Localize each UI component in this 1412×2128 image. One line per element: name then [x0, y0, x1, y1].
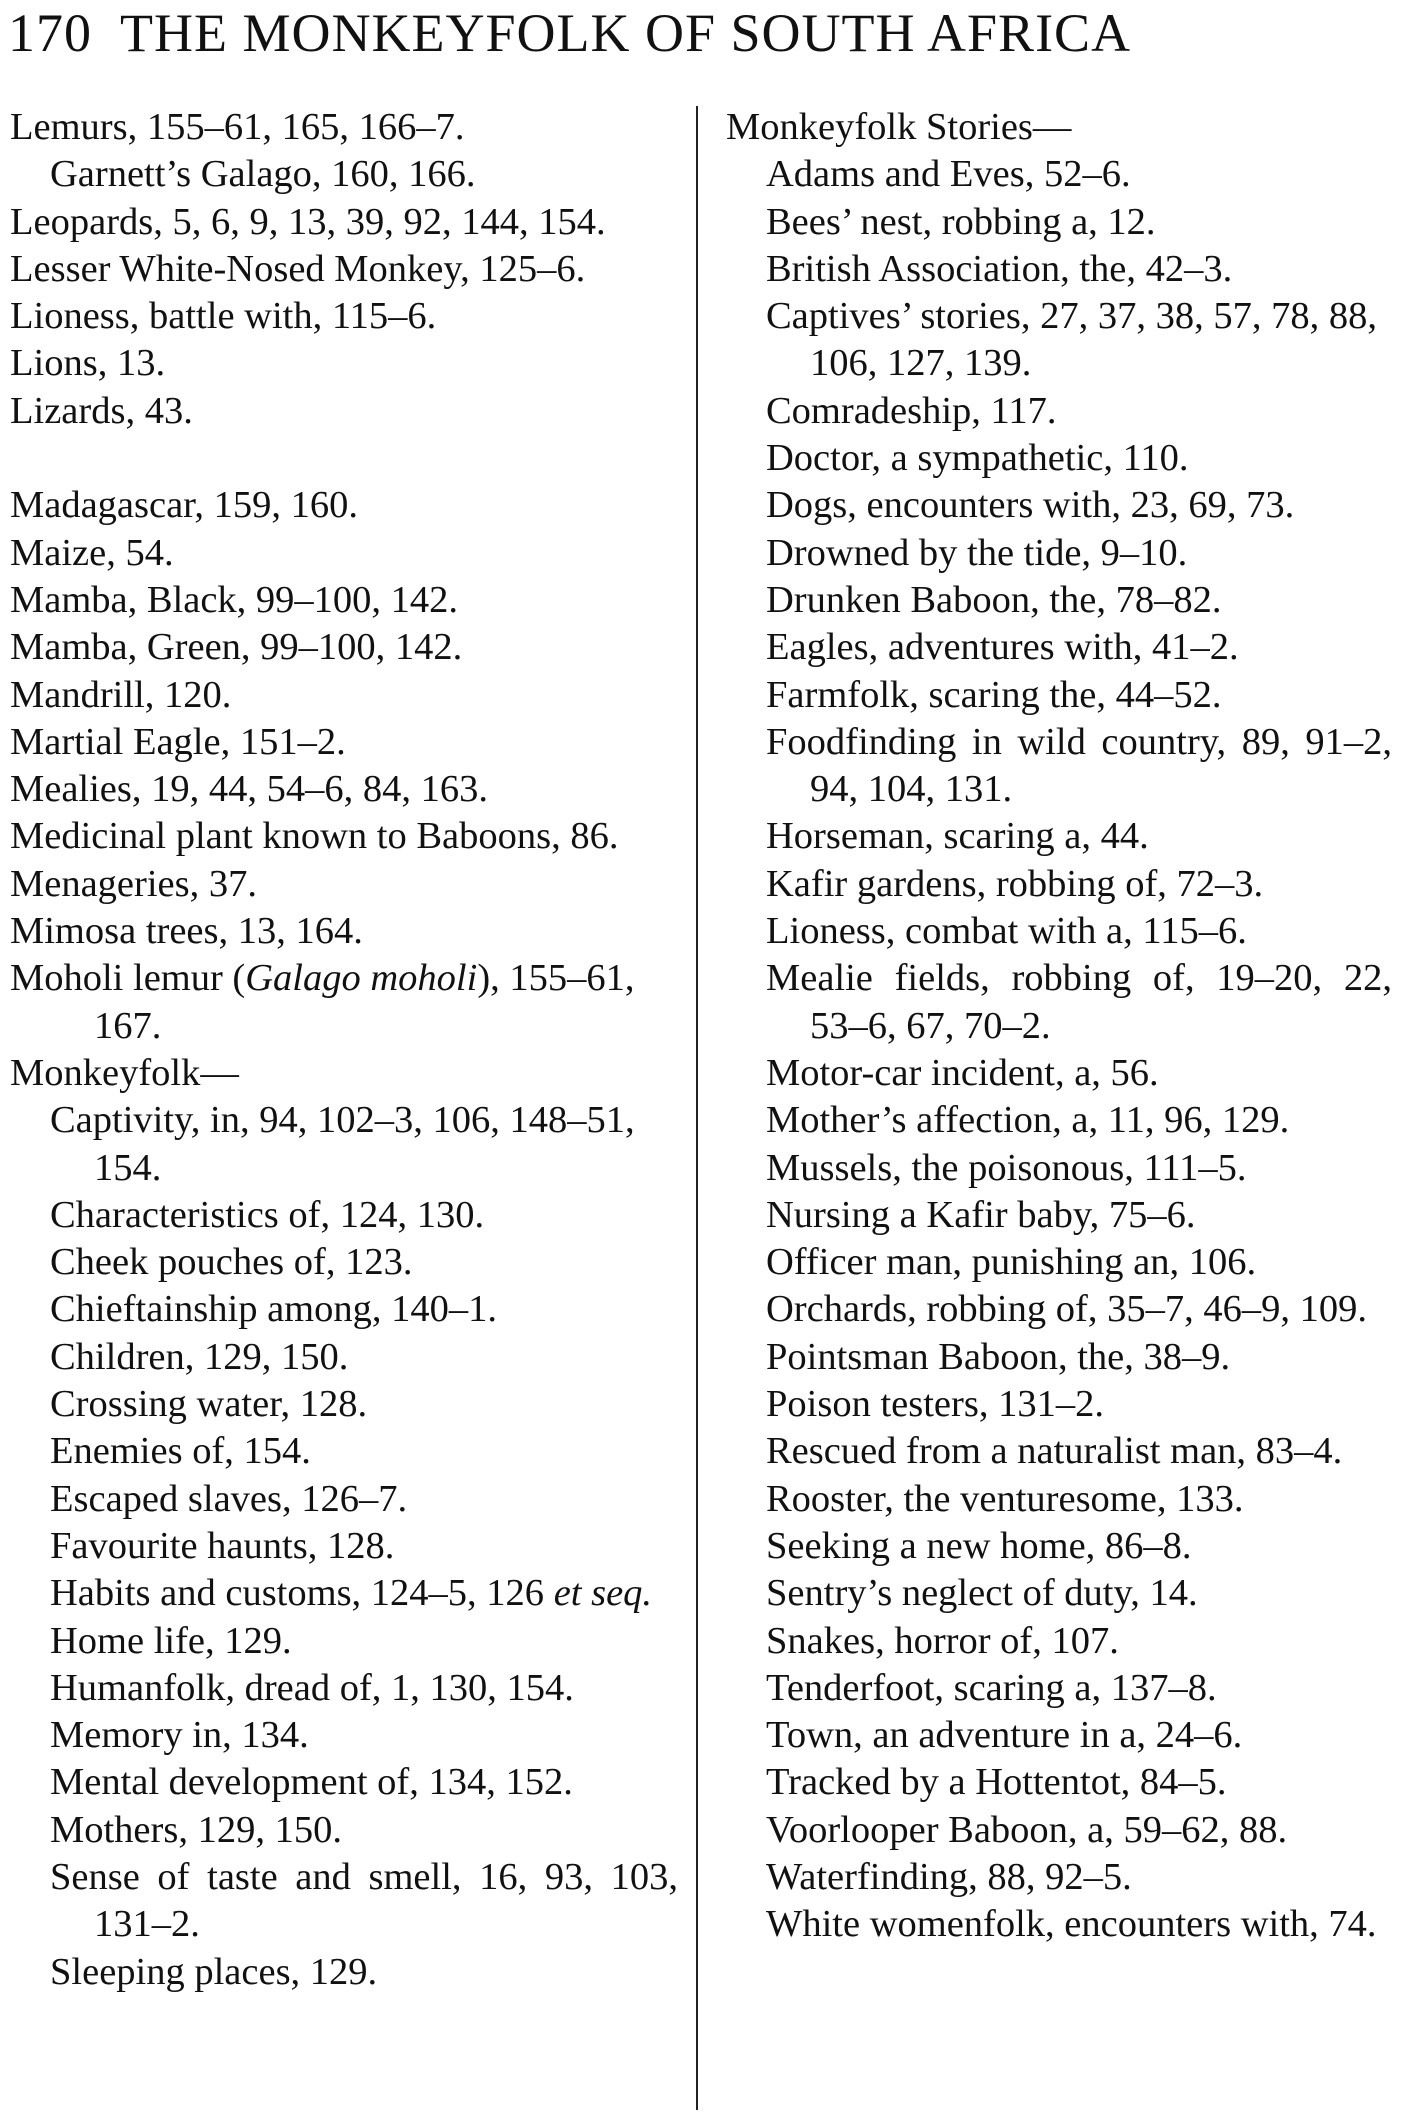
index-subentry [10, 1097, 678, 1192]
index-subentry [726, 908, 1392, 955]
book-title: THE MONKEYFOLK OF SOUTH AFRICA [120, 3, 1132, 63]
index-subentry [726, 861, 1392, 908]
index-subentry [10, 151, 678, 198]
index-entry-text: Tenderfoot, scaring a, 137–8. [766, 1666, 1217, 1709]
index-entry-text: Chieftainship among, 140–1. [50, 1288, 497, 1331]
index-entry-text: British Association, the, 42–3. [766, 247, 1233, 290]
index-subentry [10, 1476, 678, 1523]
index-entry-text: Children, 129, 150. [50, 1335, 349, 1378]
index-subentry [726, 1712, 1392, 1759]
index-entry [10, 388, 678, 435]
index-subentry [726, 1854, 1392, 1901]
index-subentry [726, 955, 1392, 1050]
index-subentry [10, 1428, 678, 1475]
index-subentry [10, 1239, 678, 1286]
index-entry-text: Lizards, 43. [10, 389, 193, 432]
index-entry-text: Sense of taste and smell, 16, 93, 103, 131–2. [50, 1855, 678, 1946]
index-entry-text: Mimosa trees, 13, 164. [10, 910, 363, 953]
index-subentry [726, 813, 1392, 860]
index-entry-text: Captivity, in, 94, 102–3, 106, 148–51, 154. [50, 1099, 635, 1189]
index-subentry [726, 293, 1392, 388]
index-entry-text: Rescued from a naturalist man, 83–4. [766, 1430, 1343, 1473]
index-entry-text: Dogs, encounters with, 23, 69, 73. [766, 484, 1295, 527]
index-entry-text: Favourite haunts, 128. [50, 1524, 395, 1567]
index-entry [10, 908, 678, 955]
index-entry [10, 719, 678, 766]
index-entry-text: Bees’ nest, robbing a, 12. [766, 200, 1156, 243]
index-column-left [10, 104, 678, 1996]
index-entry-text: Foodfinding in wild country, 89, 91–2, 94, 104, 131. [766, 720, 1392, 811]
index-subentry [726, 1192, 1392, 1239]
index-entry [10, 293, 678, 340]
index-entry-text: Tracked by a Hottentot, 84–5. [766, 1761, 1227, 1804]
index-subentry [726, 388, 1392, 435]
index-subentry [726, 1286, 1392, 1333]
index-entry-text: Crossing water, 128. [50, 1383, 368, 1426]
index-entry-text: Madagascar, 159, 160. [10, 484, 359, 527]
index-subentry [726, 1807, 1392, 1854]
index-entry [10, 861, 678, 908]
index-subentry [10, 1759, 678, 1806]
index-entry-text: Rooster, the venturesome, 133. [766, 1477, 1244, 1520]
index-entry-text: Mealie fields, robbing of, 19–20, 22, 53–6, 67, 70–2. [766, 957, 1392, 1047]
index-entry [10, 340, 678, 387]
index-subentry [726, 624, 1392, 671]
index-entry-text: Adams and Eves, 52–6. [766, 153, 1131, 196]
page-number: 170 [8, 3, 92, 63]
index-entry-text: Characteristics of, 124, 130. [50, 1193, 485, 1236]
index-subentry [726, 1145, 1392, 1192]
index-entry-text: Escaped slaves, 126–7. [50, 1477, 408, 1520]
index-subentry [726, 1901, 1392, 1948]
index-subentry [10, 1286, 678, 1333]
index-entry-text: Drowned by the tide, 9–10. [766, 531, 1188, 574]
index-entry-text: Home life, 129. [50, 1619, 292, 1662]
index-entry-italic: et seq. [553, 1572, 653, 1615]
index-entry-text: Martial Eagle, 151–2. [10, 720, 346, 763]
index-entry [10, 624, 678, 671]
index-subentry [726, 672, 1392, 719]
index-entry-text: Comradeship, 117. [766, 389, 1057, 432]
index-entry-text: Mothers, 129, 150. [50, 1808, 342, 1851]
index-entry-text: Monkeyfolk— [10, 1051, 239, 1094]
index-entry-text: Kafir gardens, robbing of, 72–3. [766, 862, 1264, 905]
index-entry [10, 482, 678, 529]
index-entry-text: Habits and customs, 124–5, 126 [50, 1572, 554, 1615]
index-subentry [10, 1192, 678, 1239]
index-entry-text: Nursing a Kafir baby, 75–6. [766, 1193, 1196, 1236]
index-subentry [726, 1759, 1392, 1806]
column-divider [696, 106, 698, 2110]
index-entry-text: Mental development of, 134, 152. [50, 1761, 573, 1804]
index-subentry [10, 1949, 678, 1996]
index-entry [726, 104, 1392, 151]
index-entry-text: Menageries, 37. [10, 862, 257, 905]
index-entry-text: Voorlooper Baboon, a, 59–62, 88. [766, 1808, 1288, 1851]
index-subentry [726, 1618, 1392, 1665]
index-subentry [726, 199, 1392, 246]
index-entry [10, 246, 678, 293]
index-entry-italic: Galago moholi [245, 957, 478, 1000]
index-entry-text: Poison testers, 131–2. [766, 1383, 1104, 1426]
index-entry-text: Captives’ stories, 27, 37, 38, 57, 78, 88, 106, 127, 139. [766, 295, 1377, 385]
index-entry [10, 530, 678, 577]
index-entry-text: Eagles, adventures with, 41–2. [766, 626, 1239, 669]
index-entry-text: Mandrill, 120. [10, 673, 232, 716]
index-entry-text: Sleeping places, 129. [50, 1950, 378, 1993]
index-entry-text: Lesser White-Nosed Monkey, 125–6. [10, 247, 586, 290]
index-subentry [10, 1854, 678, 1949]
index-entry-text: Town, an adventure in a, 24–6. [766, 1714, 1243, 1757]
index-subentry [726, 577, 1392, 624]
index-entry-text: Drunken Baboon, the, 78–82. [766, 578, 1222, 621]
index-subentry [10, 1807, 678, 1854]
index-subentry [726, 1570, 1392, 1617]
index-entry [10, 813, 678, 860]
index-entry-text: Memory in, 134. [50, 1714, 309, 1757]
index-subentry [726, 1665, 1392, 1712]
index-subentry [10, 1712, 678, 1759]
running-head [8, 2, 1398, 64]
index-entry [10, 577, 678, 624]
index-entry-text: Pointsman Baboon, the, 38–9. [766, 1335, 1231, 1378]
index-entry-text: Mussels, the poisonous, 111–5. [766, 1146, 1247, 1189]
index-entry-text: Snakes, horror of, 107. [766, 1619, 1119, 1662]
index-subentry [726, 435, 1392, 482]
index-subentry [726, 530, 1392, 577]
index-entry [10, 672, 678, 719]
index-column-right [726, 104, 1392, 1949]
index-entry [10, 766, 678, 813]
index-entry-text: Medicinal plant known to Baboons, 86. [10, 815, 619, 858]
index-entry-text: Garnett’s Galago, 160, 166. [50, 153, 476, 196]
index-subentry [10, 1618, 678, 1665]
index-subentry [10, 1570, 678, 1617]
index-subentry [726, 1050, 1392, 1097]
index-subentry [726, 1097, 1392, 1144]
index-entry [10, 104, 678, 151]
index-entry-text: Waterfinding, 88, 92–5. [766, 1855, 1132, 1898]
index-entry-text-tail: ), 155–61, 167. [94, 957, 635, 1047]
index-subentry [726, 719, 1392, 814]
index-entry-text: Mamba, Green, 99–100, 142. [10, 626, 463, 669]
index-entry-text: Moholi lemur ( [10, 957, 246, 1000]
index-subentry [726, 1523, 1392, 1570]
index-entry-text: Humanfolk, dread of, 1, 130, 154. [50, 1666, 574, 1709]
index-subentry [10, 1334, 678, 1381]
index-subentry [726, 1334, 1392, 1381]
index-entry-text: Leopards, 5, 6, 9, 13, 39, 92, 144, 154. [10, 200, 606, 243]
index-subentry [726, 1381, 1392, 1428]
index-entry-text: White womenfolk, encounters with, 74. [766, 1903, 1377, 1946]
index-entry-text: Maize, 54. [10, 531, 174, 574]
index-entry-text: Mother’s affection, a, 11, 96, 129. [766, 1099, 1290, 1142]
index-subentry [726, 151, 1392, 198]
index-subentry [726, 1428, 1392, 1475]
index-entry-text: Horseman, scaring a, 44. [766, 815, 1149, 858]
index-subentry [10, 1381, 678, 1428]
index-entry [10, 955, 678, 1050]
index-subentry [10, 1523, 678, 1570]
index-entry-text: Farmfolk, scaring the, 44–52. [766, 673, 1222, 716]
index-entry-text: Lemurs, 155–61, 165, 166–7. [10, 106, 465, 148]
index-entry [10, 1050, 678, 1097]
index-subentry [726, 482, 1392, 529]
index-subentry [726, 1239, 1392, 1286]
index-entry-text: Enemies of, 154. [50, 1430, 311, 1473]
index-entry-text: Seeking a new home, 86–8. [766, 1524, 1192, 1567]
index-entry-text: Lioness, combat with a, 115–6. [766, 910, 1247, 953]
index-entry-text: Motor-car incident, a, 56. [766, 1051, 1159, 1094]
index-entry [10, 199, 678, 246]
index-entry-text: Monkeyfolk Stories— [726, 106, 1072, 148]
index-entry-text: Officer man, punishing an, 106. [766, 1241, 1257, 1284]
index-subentry [10, 1665, 678, 1712]
index-subentry [726, 246, 1392, 293]
index-subentry [726, 1476, 1392, 1523]
index-entry-text: Cheek pouches of, 123. [50, 1241, 413, 1284]
index-entry-text: Lioness, battle with, 115–6. [10, 295, 437, 338]
index-entry-text: Doctor, a sympathetic, 110. [766, 437, 1189, 480]
index-entry-text: Mealies, 19, 44, 54–6, 84, 163. [10, 768, 488, 811]
index-entry-text: Lions, 13. [10, 342, 166, 385]
index-entry-text: Sentry’s neglect of duty, 14. [766, 1572, 1198, 1615]
index-entry-text: Mamba, Black, 99–100, 142. [10, 578, 459, 621]
index-entry-text: Orchards, robbing of, 35–7, 46–9, 109. [766, 1288, 1367, 1331]
index-spacer [10, 435, 678, 482]
